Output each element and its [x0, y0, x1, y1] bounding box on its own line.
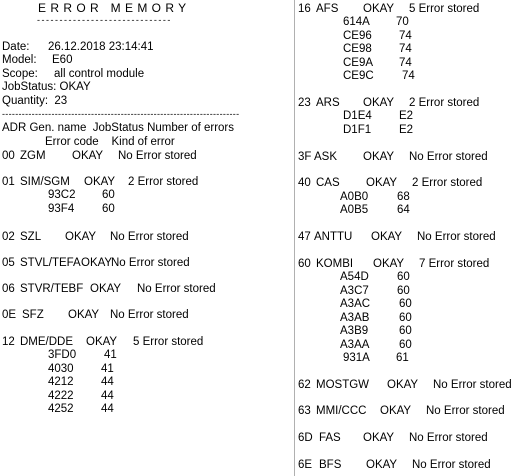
error-kind: 60 [399, 339, 412, 351]
module-adr: 6D [298, 432, 313, 444]
title-underline: ------------------------------ [37, 15, 172, 25]
module-status: OKAY [68, 309, 100, 321]
error-code: A3B9 [340, 325, 369, 337]
error-code: CE9C [343, 70, 374, 82]
error-code: 931A [343, 352, 370, 364]
error-kind: 70 [396, 16, 409, 28]
header-separator: ------------------------------------------------------------------------ [2, 109, 240, 119]
error-code: CE96 [343, 30, 372, 42]
module-adr: 23 [298, 97, 311, 109]
date-value: 26.12.2018 23:14:41 [48, 41, 154, 53]
column-header-2: Error code Kind of error [45, 136, 175, 148]
error-kind: 44 [101, 390, 114, 402]
module-adr: 47 [298, 231, 311, 243]
error-code: A3AA [340, 339, 370, 351]
module-result: No Error stored [409, 151, 488, 163]
error-code: A54D [340, 271, 369, 283]
module-adr: 05 [2, 257, 15, 269]
date-label: Date: [2, 41, 30, 53]
module-adr: 01 [2, 176, 15, 188]
module-status: OKAY [363, 151, 395, 163]
quantity-line: Quantity: 23 [2, 95, 68, 107]
error-code: A0B5 [340, 204, 369, 216]
error-kind: 74 [399, 30, 412, 42]
module-adr: 62 [298, 379, 311, 391]
error-code: CE9A [343, 57, 374, 69]
error-code: 4212 [48, 376, 74, 388]
module-result: No Error stored [433, 379, 512, 391]
error-kind: 60 [399, 325, 412, 337]
error-kind: 44 [101, 403, 114, 415]
module-status: OKAY [84, 176, 116, 188]
module-adr: 12 [2, 336, 15, 348]
module-name: ZGM [20, 150, 46, 162]
error-code: 4252 [48, 403, 74, 415]
module-name: ASK [314, 151, 338, 163]
module-adr: 6E [298, 459, 313, 471]
error-kind: 64 [397, 204, 410, 216]
error-kind: 74 [399, 43, 412, 55]
module-name: MMI/CCC [316, 405, 367, 417]
error-kind: 60 [102, 203, 115, 215]
report-title: E R R O R M E M O R Y [38, 1, 187, 15]
scope-label: Scope: [2, 68, 38, 80]
error-kind: 44 [101, 376, 114, 388]
module-result: No Error stored [111, 257, 190, 269]
module-status: OKAY [373, 258, 405, 270]
module-adr: 60 [298, 258, 311, 270]
module-name: STVL/TEFA [20, 257, 81, 269]
column-divider [294, 0, 295, 476]
module-adr: 0E [2, 309, 17, 321]
module-name: DME/DDE [20, 336, 74, 348]
module-name: CAS [316, 177, 340, 189]
error-kind: 60 [397, 271, 410, 283]
module-result: 2 Error stored [409, 97, 480, 109]
module-result: No Error stored [417, 231, 496, 243]
module-name: MOSTGW [316, 379, 370, 391]
model-value: E60 [52, 54, 73, 66]
error-code: A3C7 [340, 285, 369, 297]
module-status: OKAY [86, 336, 118, 348]
error-code: D1E4 [343, 110, 372, 122]
module-result: 5 Error stored [409, 3, 480, 15]
error-kind: E2 [399, 110, 414, 122]
module-status: OKAY [363, 3, 395, 15]
error-code: A3AC [340, 298, 371, 310]
error-kind: 60 [102, 189, 115, 201]
module-result: No Error stored [409, 432, 488, 444]
module-adr: 63 [298, 405, 311, 417]
error-kind: 60 [399, 312, 412, 324]
error-code: 4222 [48, 390, 74, 402]
module-result: 5 Error stored [133, 336, 204, 348]
module-name: FAS [319, 432, 341, 444]
error-code: 3FD0 [48, 349, 77, 361]
error-kind: 60 [397, 285, 410, 297]
module-result: 2 Error stored [412, 177, 483, 189]
error-code: D1F1 [343, 124, 372, 136]
error-kind: 41 [104, 349, 117, 361]
error-kind: 60 [399, 298, 412, 310]
error-code: 4030 [48, 363, 74, 375]
module-status: OKAY [72, 150, 104, 162]
module-name: SIM/SGM [20, 176, 70, 188]
module-name: BFS [319, 459, 342, 471]
module-status: OKAY [363, 97, 395, 109]
module-result: No Error stored [118, 150, 197, 162]
error-code: 93F4 [48, 203, 75, 215]
module-name: STVR/TEBF [20, 283, 84, 295]
module-result: 2 Error stored [128, 176, 199, 188]
module-adr: 00 [2, 150, 15, 162]
module-status: OKAY [371, 231, 403, 243]
module-adr: 40 [298, 177, 311, 189]
error-kind: 61 [396, 352, 409, 364]
error-kind: 41 [101, 363, 114, 375]
error-kind: 74 [402, 70, 415, 82]
error-code: 614A [343, 16, 370, 28]
module-adr: 06 [2, 283, 15, 295]
module-name: SZL [20, 231, 42, 243]
module-result: 7 Error stored [419, 258, 490, 270]
model-label: Model: [2, 54, 37, 66]
jobstatus-line: JobStatus: OKAY [2, 81, 91, 93]
module-name: KOMBI [316, 258, 354, 270]
module-name: AFS [316, 3, 339, 15]
module-adr: 02 [2, 231, 15, 243]
module-result: No Error stored [426, 405, 505, 417]
error-code: A0B0 [340, 191, 369, 203]
module-status: OKAY [363, 432, 395, 444]
module-result: No Error stored [412, 459, 491, 471]
module-status: OKAY [90, 283, 122, 295]
module-status: OKAY [366, 459, 398, 471]
column-header-1: ADR Gen. name JobStatus Number of errors [2, 122, 235, 134]
module-status: OKAY [380, 405, 412, 417]
error-code: 93C2 [48, 189, 76, 201]
error-kind: 68 [397, 191, 410, 203]
module-status: OKAY [366, 177, 398, 189]
module-result: No Error stored [110, 231, 189, 243]
module-status: OKAY [387, 379, 419, 391]
error-code: CE98 [343, 43, 372, 55]
error-code: A3AB [340, 312, 370, 324]
module-status: OKAY [65, 231, 97, 243]
module-adr: 3F [298, 151, 312, 163]
module-status: OKAY [81, 257, 113, 269]
module-result: No Error stored [137, 283, 216, 295]
error-kind: 74 [399, 57, 412, 69]
module-name: ARS [316, 97, 340, 109]
error-kind: E2 [399, 124, 414, 136]
module-result: No Error stored [110, 309, 189, 321]
scope-value: all control module [54, 68, 145, 80]
module-adr: 16 [298, 3, 311, 15]
module-name: SFZ [22, 309, 44, 321]
module-name: ANTTU [314, 231, 353, 243]
